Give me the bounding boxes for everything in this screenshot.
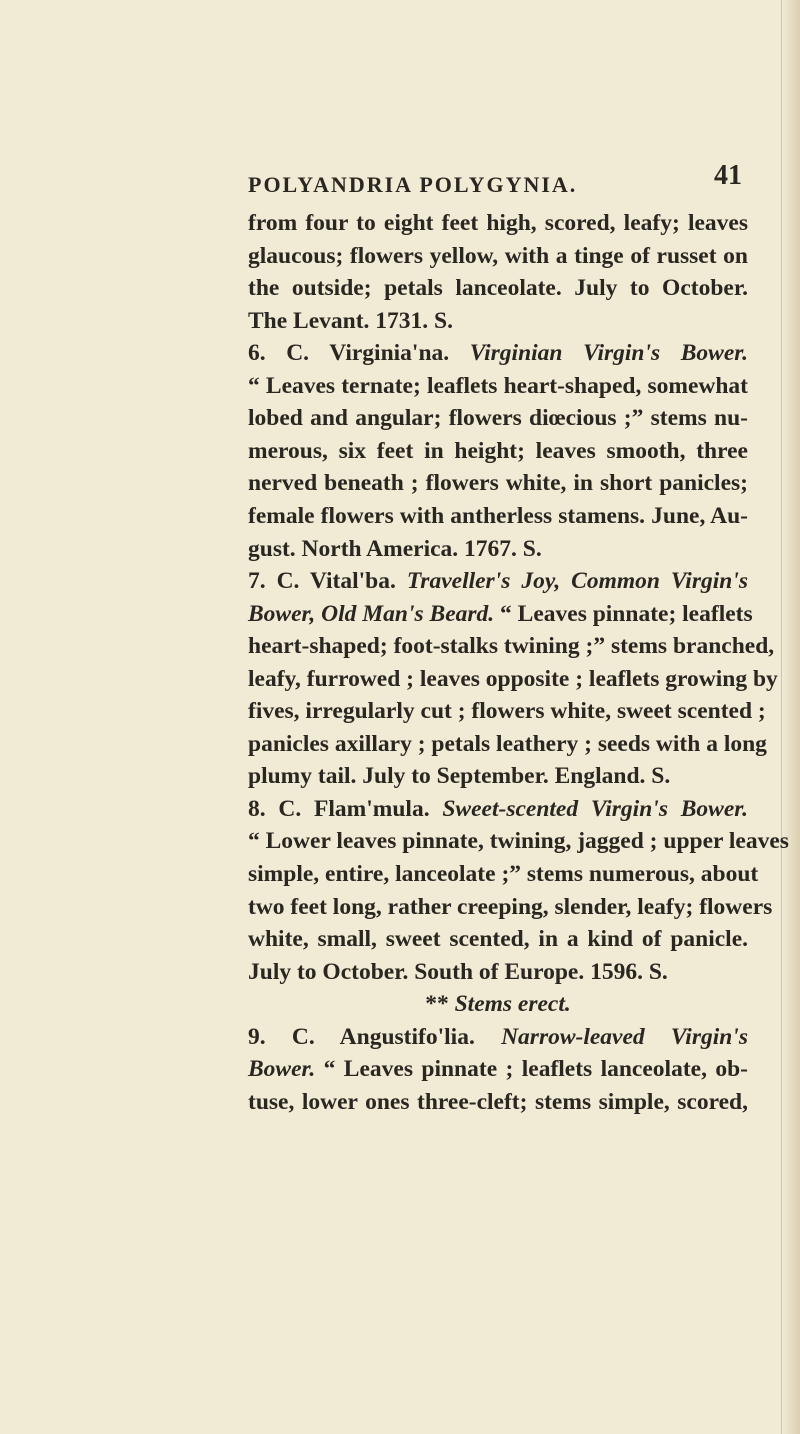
line-text: merous, six feet in height; leaves smooth, three	[248, 437, 748, 464]
italic-text: Narrow-leaved Virgin's	[501, 1023, 748, 1050]
italic-text: Traveller's Joy, Common Virgin's	[406, 568, 748, 595]
line-text: white, small, sweet scented, in a kind of panicle.	[248, 926, 748, 953]
line-text: July to October. South of Europe. 1596. S.	[248, 958, 668, 985]
line-text: fives, irregularly cut ; flowers white, sweet scented ;	[248, 698, 766, 725]
page-header	[248, 160, 748, 200]
italic-text: Bower, Old Man's Beard.	[248, 600, 495, 627]
line-text: gust. North America. 1767. S.	[248, 535, 542, 562]
text-line	[248, 795, 748, 822]
text-line	[248, 307, 748, 334]
text-line	[248, 437, 748, 464]
line-text: plumy tail. July to September. England. S.	[248, 763, 671, 790]
text-line	[248, 1023, 748, 1050]
text-line	[248, 242, 748, 269]
text-line	[248, 212, 748, 236]
line-text: The Levant. 1731. S.	[248, 307, 453, 334]
text-line	[248, 502, 748, 529]
text-line	[248, 698, 766, 725]
text-line	[248, 958, 748, 985]
text-line	[248, 665, 778, 692]
text-line	[248, 535, 748, 562]
line-text: nerved beneath ; flowers white, in short panicles;	[248, 470, 748, 497]
text-line	[248, 342, 748, 366]
text-line	[248, 730, 767, 757]
text-line	[248, 828, 789, 855]
text-line	[248, 472, 748, 496]
line-text: lobed and angular; flowers diœcious ;” stems nu-	[248, 405, 748, 432]
text-line	[248, 1058, 748, 1082]
italic-text: Stems erect.	[454, 991, 571, 1018]
text-line	[248, 928, 748, 952]
line-text: “ Leaves ternate; leaflets heart-shaped, somewhat	[248, 372, 748, 399]
line-text: 9. C. Angustifo'lia.	[248, 1023, 502, 1050]
line-text: simple, entire, lanceolate ;” stems numerous, about	[248, 861, 759, 887]
text-line	[248, 861, 759, 887]
line-text: 7. C. Vital'ba.	[248, 568, 407, 595]
line-text: “ Leaves pinnate ; leaflets lanceolate, ob-	[315, 1056, 748, 1083]
line-text: the outside; petals lanceolate. July to October.	[248, 275, 748, 302]
page-number: 41	[714, 160, 742, 191]
italic-text: Virginian Virgin's Bower.	[469, 340, 748, 367]
text-line	[248, 1088, 748, 1115]
text-line	[248, 407, 748, 431]
line-text: 8. C. Flam'mula.	[248, 795, 443, 822]
text-line	[248, 372, 748, 399]
text-line	[248, 765, 748, 789]
line-text: 6. C. Virginia'na.	[248, 340, 470, 367]
line-text: leafy, furrowed ; leaves opposite ; leaflets growing by	[248, 665, 778, 692]
line-text: “ Leaves pinnate; leaflets	[494, 600, 753, 627]
text-line	[248, 600, 753, 627]
line-text: “ Lower leaves pinnate, twining, jagged ; upper leaves	[248, 828, 789, 855]
text-line	[248, 277, 748, 301]
line-text: from four to eight feet high, scored, leafy; leaves	[248, 210, 748, 236]
line-text: female flowers with antherless stamens. June, Au-	[248, 502, 748, 529]
text-line	[248, 993, 748, 1017]
line-text: tuse, lower ones three-cleft; stems simple, scored,	[248, 1088, 748, 1115]
line-text: panicles axillary ; petals leathery ; seeds with a long	[248, 730, 767, 757]
line-text: heart-shaped; foot-stalks twining ;” stems branched,	[248, 633, 775, 660]
italic-text: Bower.	[248, 1056, 316, 1083]
text-line	[248, 570, 748, 594]
running-head: POLYANDRIA POLYGYNIA.	[248, 172, 578, 197]
line-text: glaucous; flowers yellow, with a tinge of russet on	[248, 242, 748, 269]
line-text: two feet long, rather creeping, slender, leafy; flowers	[248, 893, 773, 920]
text-line	[248, 633, 775, 660]
line-text: **	[425, 991, 455, 1018]
text-line	[248, 893, 773, 920]
page-edge	[781, 0, 800, 1434]
italic-text: Sweet-scented Virgin's Bower.	[442, 795, 748, 822]
